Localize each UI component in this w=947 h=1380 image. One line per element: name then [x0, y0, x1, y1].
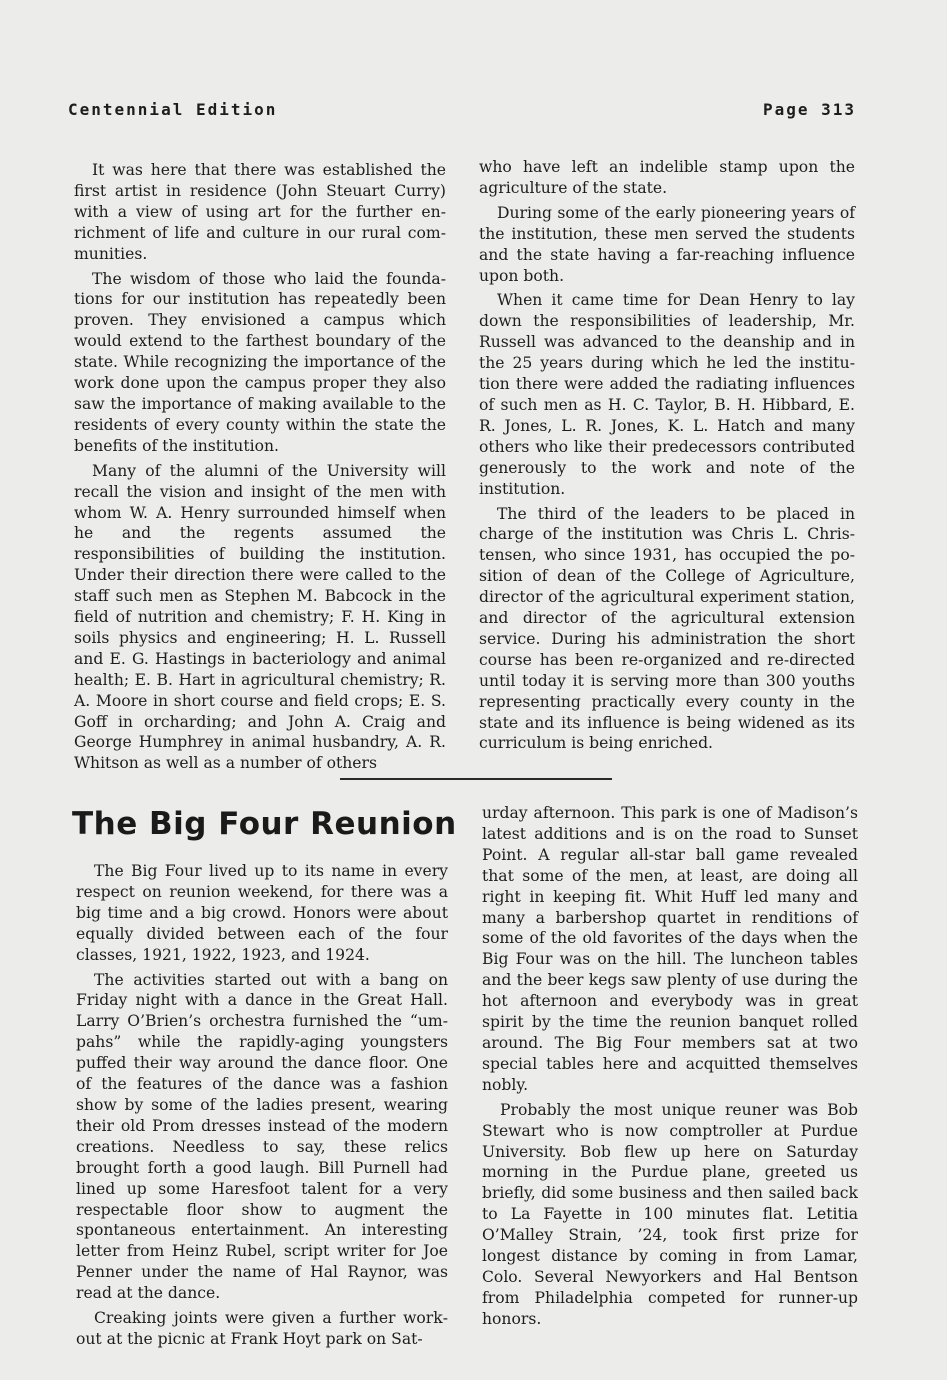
reunion-article-column-2: [482, 803, 858, 1334]
top-article-column-2: [479, 157, 855, 758]
paragraph: Many of the alumni of the University will recall the vision and insight of the men with whom W. A. Henry surrounded himself when he and the regents assumed the responsibilities of building the institution. Under their direction there were called to the staff such men as Stephen M. Babcock in the field of nutrition and chemistry; F. H. King in soils physics and engineering; H. L. Russell and E. G. Hastings in bacteriology and animal health; E. B. Hart in agricultural chemistry; R. A. Moore in short course and field crops; E. S. Goff in orcharding; and John A. Craig and George Humphrey in animal husbandry, A. R. Whitson as well as a number of others: [74, 461, 446, 773]
paragraph-continued: urday afternoon. This park is one of Madison’s latest additions and is on the road to Sunset Point. A regular all-star ball game revealed that some of the men, at least, are doing all right in keeping fit. Whit Huff led many and many a barbershop quartet in renditions of some of the old favorites of the days when the Big Four was on the hill. The luncheon tables and the beer kegs saw plenty of use during the hot afternoon and everybody was in great spirit by the time the reunion banquet rolled around. The Big Four members sat at two special tables here and acquitted themselves nobly.: [482, 804, 858, 1094]
paragraph: The Big Four lived up to its name in every respect on reunion weekend, for there was a big time and a big crowd. Honors were about equally divided between each of the four classes, 1921, 1922, 1923, and 1924.: [76, 862, 448, 964]
paragraph: The activities started out with a bang on Friday night with a dance in the Great Hall. Larry O’Brien’s orchestra furnished the “umpahs” while the rapidly-aging youngsters puffed their way around the dance floor. One of the features of the dance was a fashion show by some of the ladies present, wearing their old Prom dresses instead of the modern creations. Needless to say, these relics brought forth a good laugh. Bill Purnell had lined up some Haresfoot talent for a very respectable floor show to augment the spontaneous entertainment. An interesting letter from Heinz Rubel, script writer for Joe Penner under the name of Hal Raynor, was read at the dance.: [76, 970, 448, 1303]
article-headline: The Big Four Reunion: [72, 806, 457, 842]
reunion-article-column-1: [76, 861, 448, 1354]
page-number: Page 313: [762, 100, 856, 119]
paragraph: During some of the early pioneering years of the institution, these men served the students and the state having a far-reaching influence upon both.: [479, 203, 855, 285]
paragraph: The third of the leaders to be placed in charge of the institution was Chris L. Christensen, who since 1931, has occupied the position of dean of the College of Agriculture, director of the agricultural experiment station, and director of the agricultural extension service. During his administration the short course has been re-organized and re-directed until today it is serving more than 300 youths representing practically every county in the state and its influence is being widened as its curriculum is being enriched.: [479, 504, 855, 753]
paragraph: The wisdom of those who laid the foundations for our institution has repeatedly been proven. They envisioned a campus which would extend to the farthest boundary of the state. While recognizing the importance of the work done upon the campus proper they also saw the importance of making available to the residents of every county within the state the benefits of the institution.: [74, 269, 446, 455]
paragraph-continued: who have left an indelible stamp upon the agriculture of the state.: [479, 158, 855, 197]
paragraph: Probably the most unique reuner was Bob Stewart who is now comptroller at Purdue University. Bob flew up here on Saturday morning in the Purdue plane, greeted us briefly, did some business and then sailed back to La Fayette in 100 minutes flat. Letitia O’Malley Strain, ’24, took first prize for longest distance by coming in from Lamar, Colo. Several Newyorkers and Hal Bentson from Philadelphia competed for runner-up honors.: [482, 1100, 858, 1328]
paragraph: Creaking joints were given a further workout at the picnic at Frank Hoyt park on Sat-: [76, 1309, 448, 1348]
top-article-column-1: [74, 160, 446, 778]
paragraph: It was here that there was established the first artist in residence (John Steuart Curry) with a view of using art for the further enrichment of life and culture in our rural communities.: [74, 161, 446, 263]
section-divider: [340, 778, 612, 780]
paragraph: When it came time for Dean Henry to lay down the responsibilities of leadership, Mr. Russell was advanced to the deanship and in the 25 years during which he led the institution there were added the radiating influences of such men as H. C. Taylor, B. H. Hibbard, E. R. Jones, L. R. Jones, K. L. Hatch and many others who like their predecessors contributed generously to the work and note of the institution.: [479, 291, 855, 498]
publication-title: Centennial Edition: [68, 100, 278, 119]
running-header: [68, 100, 856, 124]
